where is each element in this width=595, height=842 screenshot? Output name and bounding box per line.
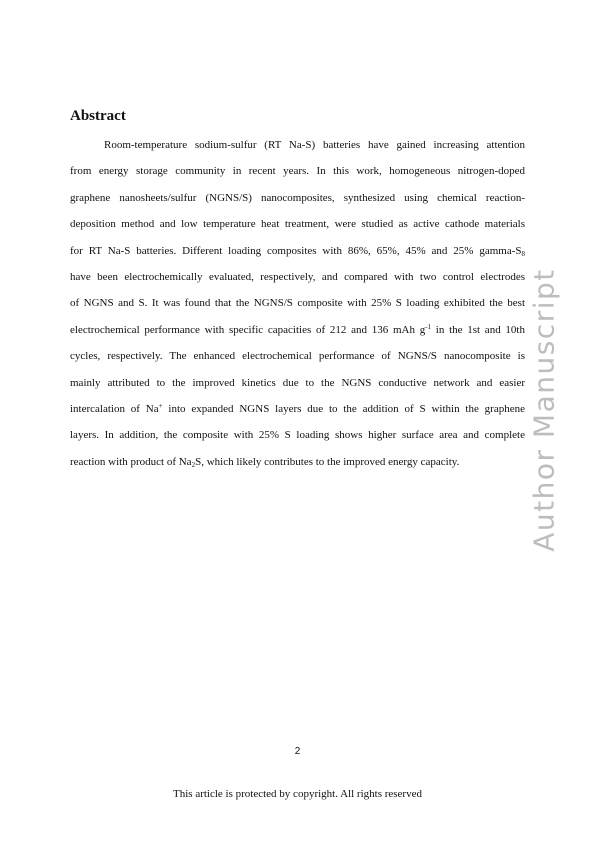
superscript-minus-1: -1	[425, 322, 432, 331]
subscript-2: 2	[191, 460, 196, 469]
abstract-line-9: cycles, respectively. The enhanced electrochemical performance of NGNS/S nanocomposite is	[70, 350, 525, 363]
abstract-body	[70, 132, 525, 475]
abstract-line-6: have been electrochemically evaluated, respectively, and compared with two control electrodes	[70, 270, 525, 283]
author-manuscript-watermark: Author Manuscript	[527, 268, 561, 552]
section-heading-abstract: Abstract	[70, 108, 126, 124]
page-number: 2	[294, 746, 301, 757]
abstract-line-1: Room-temperature sodium-sulfur (RT Na-S) batteries have gained increasing attention	[104, 139, 525, 151]
abstract-line-13: reaction with product of $Na_2S$, which likely contributes to the improved energy capacity.	[70, 455, 460, 469]
abstract-line-12: layers. In addition, the composite with 25% S loading shows higher surface area and complete	[70, 429, 525, 442]
abstract-line-10: mainly attributed to the improved kinetics due to the NGNS conductive network and easier	[70, 376, 525, 389]
copyright-footer: This article is protected by copyright. All rights reserved	[173, 788, 422, 800]
superscript-plus: +	[158, 401, 163, 410]
abstract-line-7: of NGNS and S. It was found that the NGNS/S composite with 25% S loading exhibited the best	[70, 297, 525, 310]
abstract-line-2: from energy storage community in recent years. In this work, homogeneous nitrogen-doped	[70, 165, 525, 178]
abstract-line-4: deposition method and low temperature heat treatment, were studied as active cathode materials	[70, 218, 525, 231]
subscript-8: 8	[521, 249, 525, 258]
abstract-line-8: electrochemical performance with specific capacities of 212 and 136 mAh $g^{-1}$ in the 1st and 10th	[70, 322, 525, 336]
abstract-line-5: for RT Na-S batteries. Different loading composites with 86%, 65%, 45% and 25% gamma-$S_8$	[70, 244, 525, 258]
abstract-line-3: graphene nanosheets/sulfur (NGNS/S) nanocomposites, synthesized using chemical reaction-	[70, 191, 525, 204]
abstract-line-11: intercalation of Na+ into expanded NGNS layers due to the addition of S within the graphene	[70, 401, 525, 415]
